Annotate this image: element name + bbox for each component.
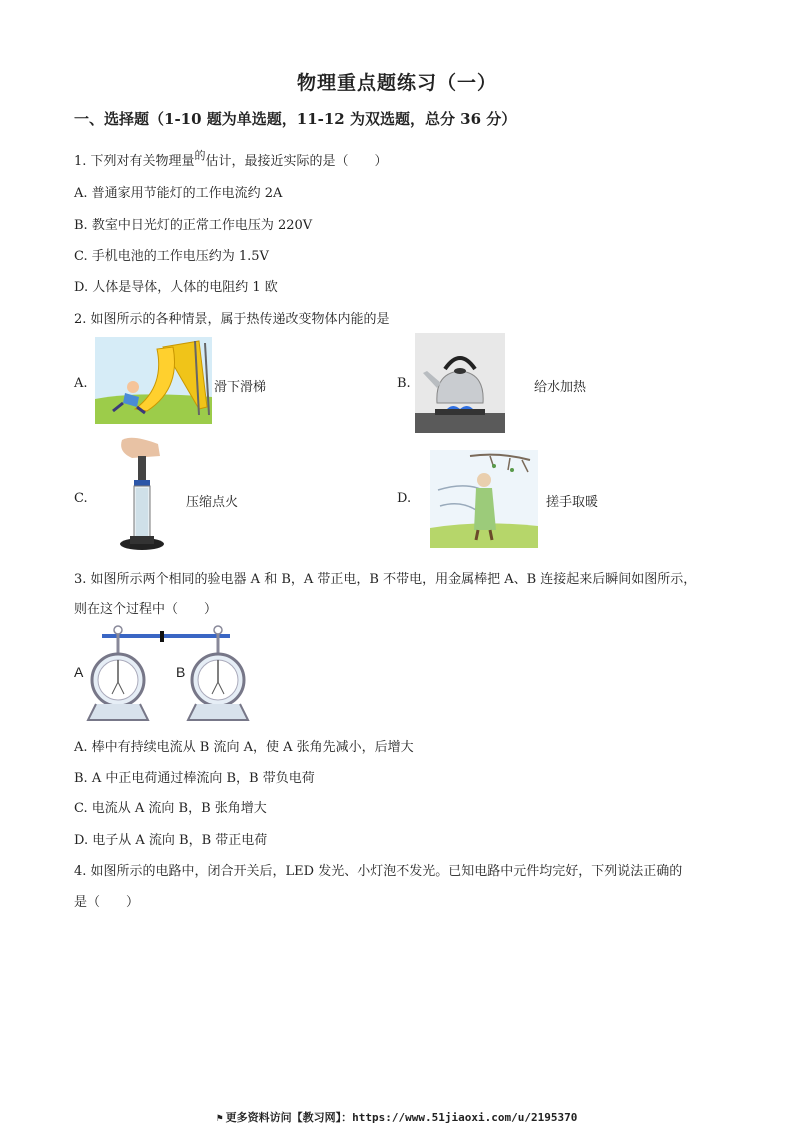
question-1-stem bbox=[74, 150, 388, 169]
question-3-stem-line-2: 则在这个过程中（ ） bbox=[74, 602, 218, 617]
electroscope-b bbox=[188, 626, 248, 720]
question-2-stem: 2. 如图所示的各种情景，属于热传递改变物体内能的是 bbox=[74, 312, 390, 327]
question-4-stem-line-2: 是（ ） bbox=[74, 895, 140, 910]
rod-handle bbox=[160, 631, 164, 642]
compression-igniter-image bbox=[112, 436, 172, 556]
question-2-option-c-caption: 压缩点火 bbox=[186, 495, 239, 510]
question-2-option-d-caption: 搓手取暖 bbox=[546, 495, 599, 510]
question-1-stem-end: 估计，最接近实际的是（ ） bbox=[205, 154, 388, 169]
rubbing-hands-image bbox=[430, 450, 538, 548]
question-1-stem-superscript: 的 bbox=[194, 149, 206, 162]
question-1-option-c: C. 手机电池的工作电压约为 1.5V bbox=[74, 249, 269, 264]
question-3-stem-line-1: 3. 如图所示两个相同的验电器 A 和 B，A 带正电，B 不带电，用金属棒把 A、B 连接起来后瞬间如图所示， bbox=[74, 572, 697, 587]
question-2-option-a-caption: 滑下滑梯 bbox=[214, 380, 267, 395]
question-1-stem-start: 1. 下列对有关物理量 bbox=[74, 154, 195, 169]
page-title: 物理重点题练习（一） bbox=[296, 72, 497, 94]
slide-image bbox=[95, 337, 212, 424]
section-heading: 一、选择题（1-10 题为单选题，11-12 为双选题，总分 36 分） bbox=[74, 110, 517, 128]
question-1-option-d: D. 人体是导体，人体的电阻约 1 欧 bbox=[74, 280, 278, 295]
question-4-stem-line-1: 4. 如图所示的电路中，闭合开关后，LED 发光、小灯泡不发光。已知电路中元件均完好，下列说法正确的 bbox=[74, 864, 683, 879]
electroscope-b-label: B bbox=[176, 664, 186, 680]
electroscope-a-label: A bbox=[74, 664, 84, 680]
question-3-option-b: B. A 中正电荷通过棒流向 B，B 带负电荷 bbox=[74, 771, 315, 786]
kettle-image bbox=[415, 333, 505, 433]
electroscope-a bbox=[88, 626, 148, 720]
question-2-option-c-letter: C. bbox=[74, 491, 88, 506]
question-3-option-a: A. 棒中有持续电流从 B 流向 A，使 A 张角先减小，后增大 bbox=[74, 740, 414, 755]
electroscope-diagram bbox=[70, 624, 255, 728]
question-2-option-d-letter: D. bbox=[397, 491, 412, 506]
question-1-option-b: B. 教室中日光灯的正常工作电压为 220V bbox=[74, 218, 313, 233]
question-3-option-d: D. 电子从 A 流向 B，B 带正电荷 bbox=[74, 833, 268, 848]
question-2-option-b-caption: 给水加热 bbox=[534, 380, 587, 395]
flag-icon: ⚑ bbox=[216, 1113, 223, 1124]
question-2-option-a-letter: A. bbox=[74, 376, 88, 391]
footer-link[interactable]: 更多资料访问【教习网】：https://www.51jiaoxi.com/u/2195370 bbox=[225, 1111, 578, 1124]
question-3-option-c: C. 电流从 A 流向 B，B 张角增大 bbox=[74, 801, 267, 816]
question-1-option-a: A. 普通家用节能灯的工作电流约 2A bbox=[74, 186, 283, 201]
question-2-option-b-letter: B. bbox=[397, 376, 411, 391]
